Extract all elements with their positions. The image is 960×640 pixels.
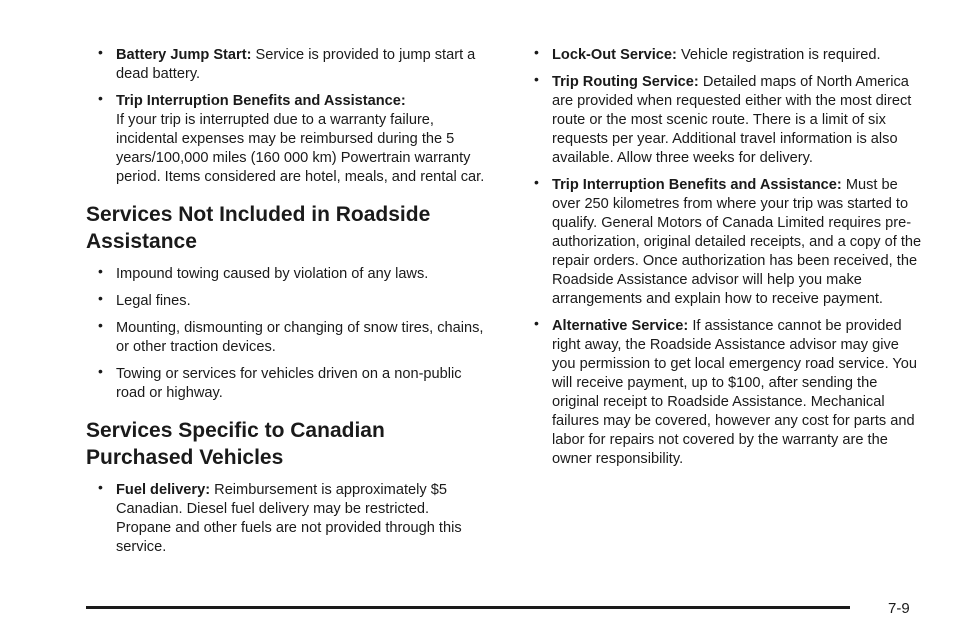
section-heading-canadian: Services Specific to Canadian Purchased Vehicles [86, 419, 385, 469]
list-item [522, 46, 926, 65]
item-body: Detailed maps of North America are provided when requested either with the most direct route or the most scenic route. There is a limit of six requests per year. Additional travel information is also available. Allow three weeks for delivery. [552, 74, 912, 166]
item-body: If assistance cannot be provided right away, the Roadside Assistance advisor may give you permission to get local emergency road service. You will receive payment, up to $100, after sending the original receipt to Roadside Assistance. Mechanical failures may be covered, however any cost for parts and labor for repairs not covered by the warranty are the owner responsibility. [552, 318, 918, 467]
item-body: If your trip is interrupted due to a warranty failure, incidental expenses may be reimbursed during the 5 years/100,000 miles (160 000 km) Powertrain warranty period. Items considered are hotel, meals, and rental car. [116, 112, 485, 185]
bullet-icon: • [98, 317, 103, 333]
item-lead: Battery Jump Start: [116, 47, 252, 63]
bullet-icon: • [534, 71, 539, 87]
item-body: Service is provided to jump start a dead battery. [116, 47, 476, 82]
item-text: Legal fines. [116, 293, 191, 309]
left-column [86, 46, 486, 565]
list-item [522, 317, 926, 469]
item-lead: Trip Routing Service: [552, 74, 699, 90]
bullet-icon: • [98, 90, 103, 106]
list-item [86, 46, 486, 84]
item-lead: Alternative Service: [552, 318, 689, 334]
item-body: Must be over 250 kilometres from where your trip was started to qualify. General Motors of Canada Limited requires pre-authorization, original detailed receipts, and a copy of the repair orders. Once authorization has been received, the Roadside Assistance advisor will help you make arrangements and explain how to receive payment. [552, 177, 922, 307]
item-lead: Fuel delivery: [116, 482, 211, 498]
bullet-icon: • [98, 44, 103, 60]
list-item [86, 292, 486, 311]
bullet-icon: • [534, 174, 539, 190]
list-item [86, 319, 486, 357]
list-item [522, 73, 926, 168]
page-number: 7-9 [888, 600, 910, 617]
item-lead: Trip Interruption Benefits and Assistance: [116, 93, 406, 109]
list-item [522, 176, 926, 309]
bullet-icon: • [98, 263, 103, 279]
bullet-icon: • [534, 315, 539, 331]
list-item [86, 365, 486, 403]
footer-rule [86, 606, 850, 609]
bullet-icon: • [98, 290, 103, 306]
list-item [86, 265, 486, 284]
item-lead: Lock-Out Service: [552, 47, 677, 63]
item-text: Impound towing caused by violation of any laws. [116, 266, 429, 282]
list-item [86, 92, 486, 187]
item-body: Vehicle registration is required. [676, 47, 881, 63]
bullet-icon: • [534, 44, 539, 60]
section-heading-not-included: Services Not Included in Roadside Assistance [86, 203, 431, 253]
item-body: Reimbursement is approximately $5 Canadian. Diesel fuel delivery may be restricted. Propane and other fuels are not provided through this service. [116, 482, 462, 555]
item-text: Mounting, dismounting or changing of snow tires, chains, or other traction devices. [116, 320, 484, 355]
item-text: Towing or services for vehicles driven on a non-public road or highway. [116, 366, 462, 401]
item-lead: Trip Interruption Benefits and Assistance: [552, 177, 842, 193]
bullet-icon: • [98, 479, 103, 495]
right-column [522, 46, 926, 477]
list-item [86, 481, 486, 557]
bullet-icon: • [98, 363, 103, 379]
